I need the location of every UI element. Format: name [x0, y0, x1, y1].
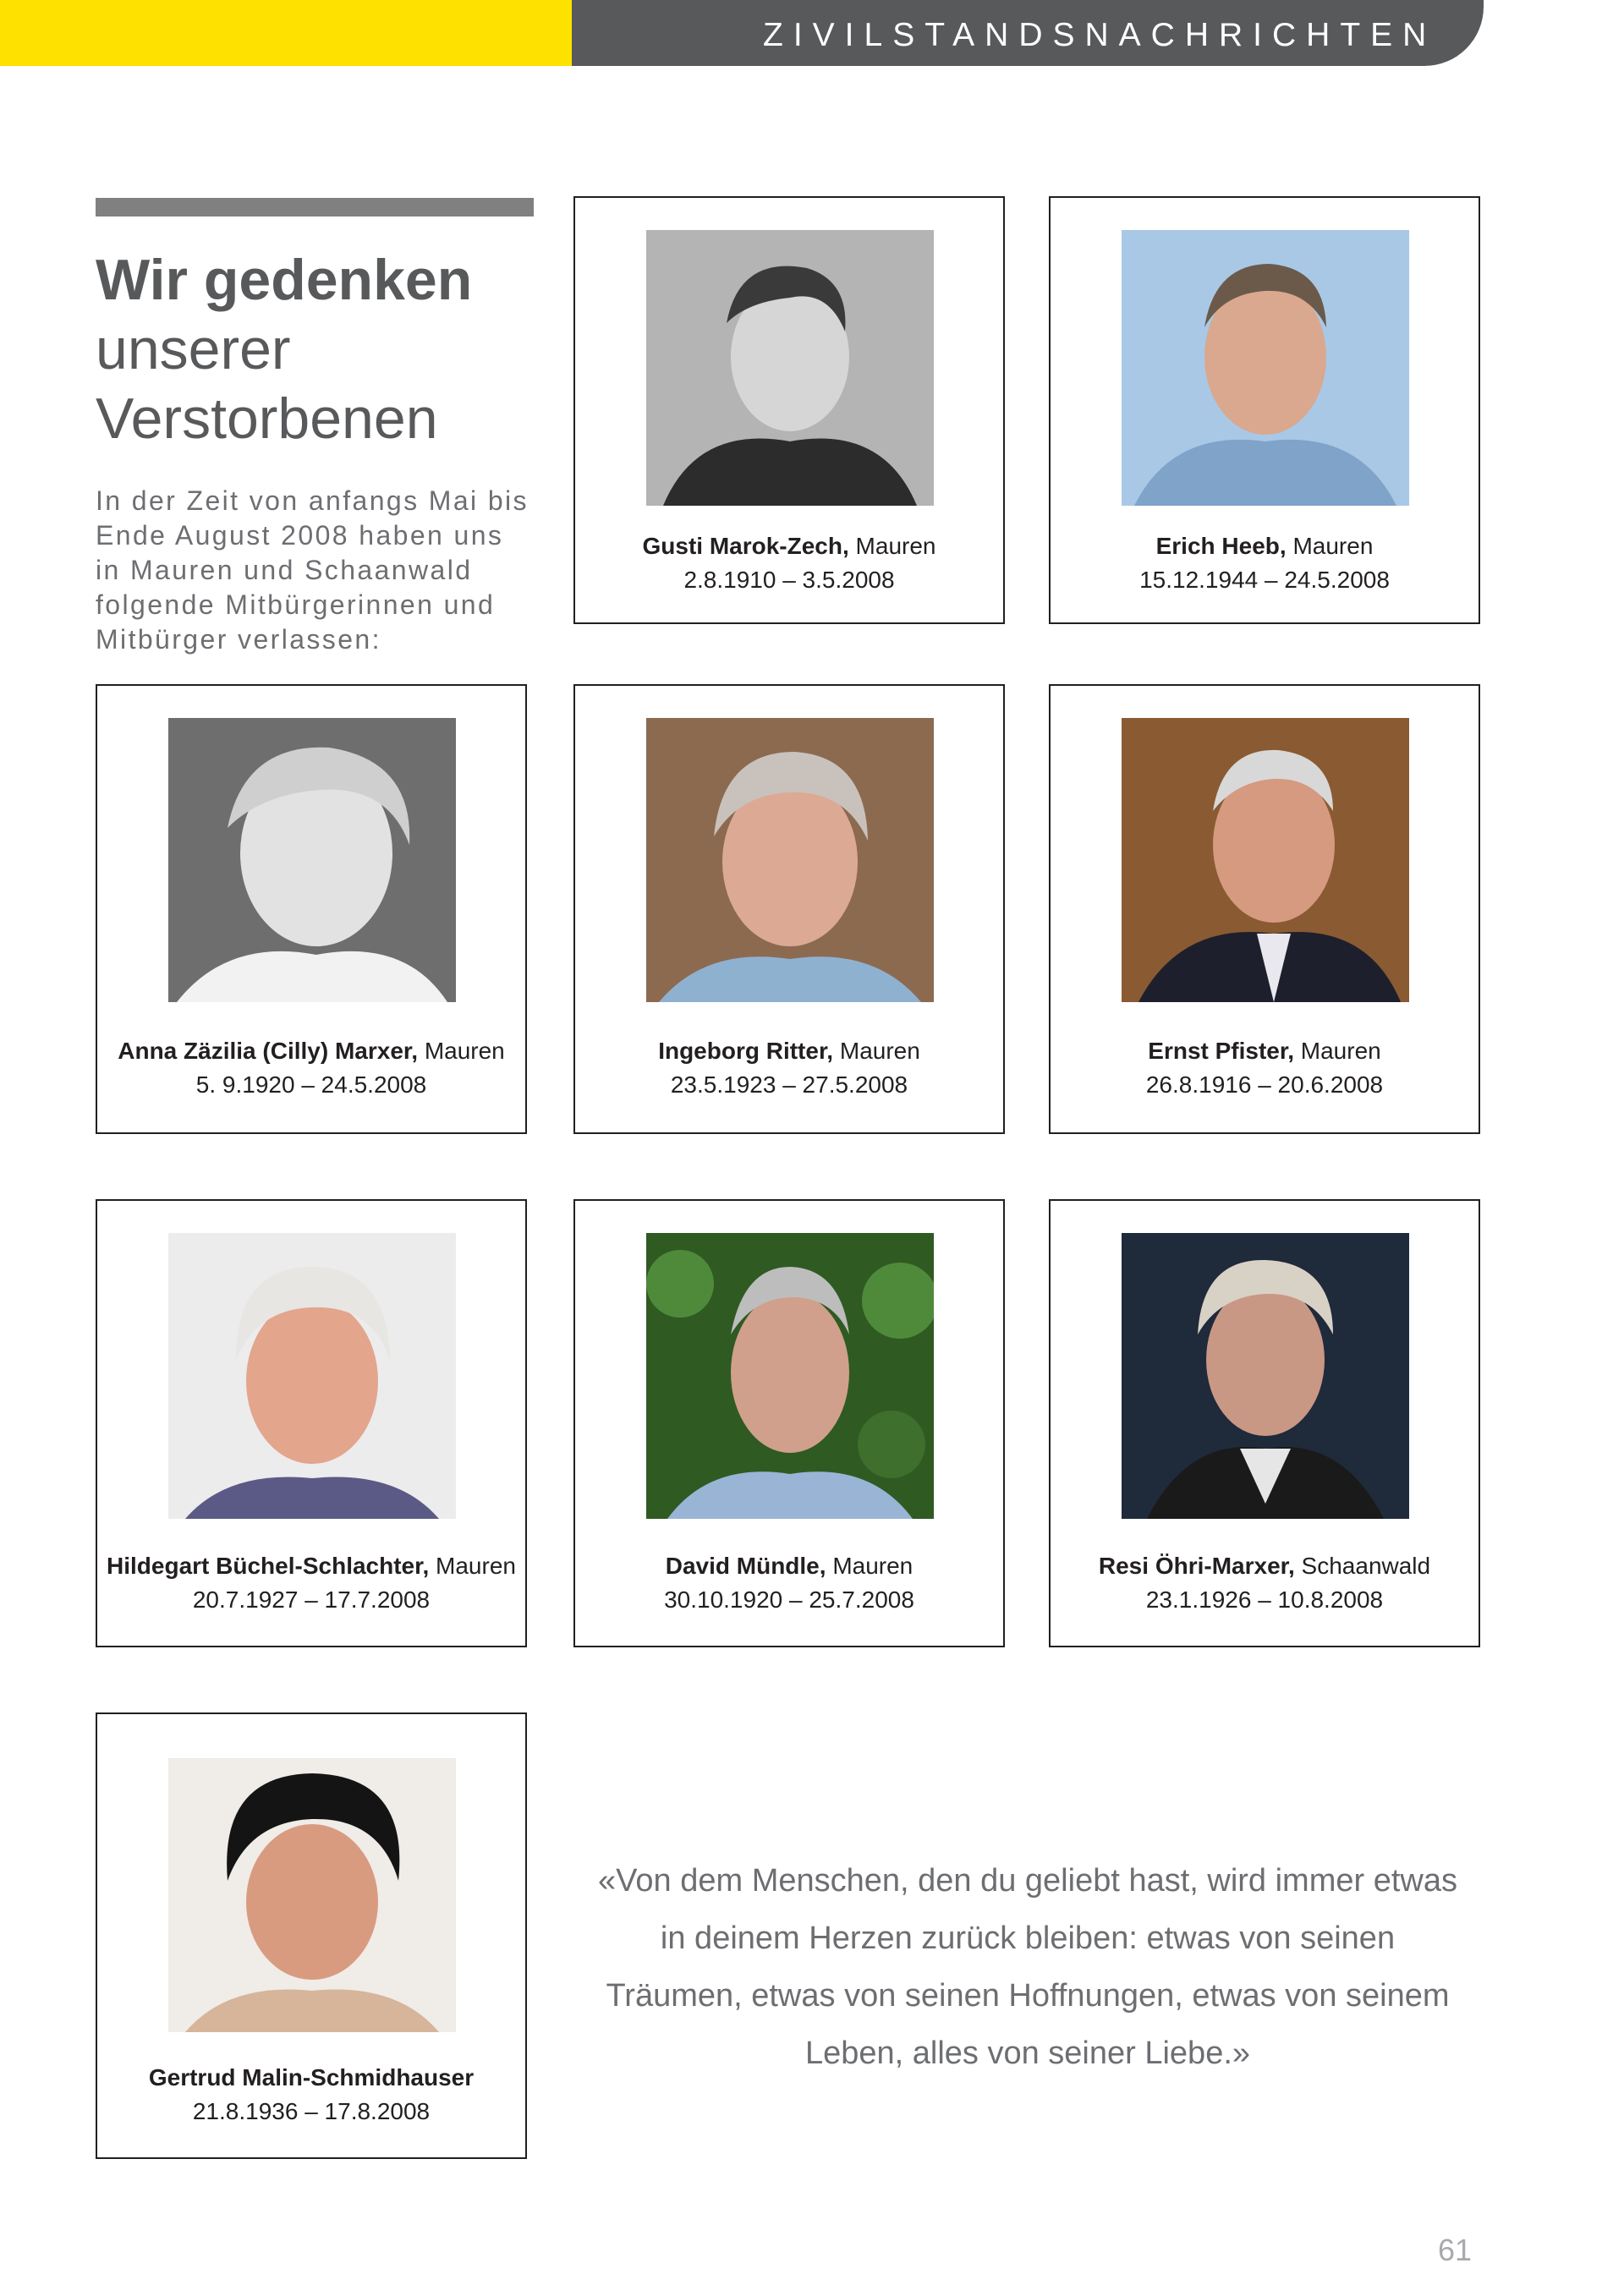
heading-rule: [96, 198, 534, 216]
person-dates: 23.5.1923 – 27.5.2008: [670, 1071, 908, 1098]
obituary-caption: [1051, 529, 1479, 597]
person-name: Gertrud Malin-Schmidhauser: [148, 2064, 475, 2091]
obituary-caption: [97, 1549, 525, 1617]
person-dates: 20.7.1927 – 17.7.2008: [192, 1586, 431, 1613]
portrait-photo: [1122, 230, 1409, 506]
obituary-card: [1049, 1199, 1480, 1647]
person-dates: 23.1.1926 – 10.8.2008: [1145, 1586, 1384, 1613]
portrait-photo: [646, 230, 934, 506]
person-dates: 2.8.1910 – 3.5.2008: [683, 567, 895, 593]
person-place: Mauren: [832, 1553, 914, 1579]
yellow-accent-bar: [0, 0, 572, 66]
person-place: Mauren: [855, 533, 936, 559]
portrait-photo: [168, 1233, 456, 1519]
person-place: Mauren: [839, 1038, 920, 1064]
page-title: [96, 245, 569, 453]
section-header-tab: [572, 0, 1484, 66]
obituary-caption: [97, 2061, 525, 2129]
person-dates: 15.12.1944 – 24.5.2008: [1139, 567, 1390, 593]
obituary-caption: [1051, 1034, 1479, 1102]
person-name: Erich Heeb,: [1155, 533, 1287, 559]
title-line-3: Verstorbenen: [96, 386, 438, 451]
person-name: Gusti Marok-Zech,: [642, 533, 849, 559]
obituary-card: [96, 1199, 527, 1647]
person-dates: 5. 9.1920 – 24.5.2008: [195, 1071, 427, 1098]
person-place: Mauren: [424, 1038, 505, 1064]
obituary-card: [573, 196, 1005, 624]
person-dates: 30.10.1920 – 25.7.2008: [664, 1586, 914, 1613]
intro-text: In der Zeit von anfangs Mai bis Ende August 2008 haben uns in Mauren und Schaanwald folgende Mitbürgerinnen und Mitbürger verlassen:: [96, 485, 529, 655]
person-place: Mauren: [1292, 533, 1374, 559]
person-dates: 21.8.1936 – 17.8.2008: [192, 2098, 431, 2124]
person-name: Anna Zäzilia (Cilly) Marxer,: [118, 1038, 419, 1064]
person-name: Ernst Pfister,: [1148, 1038, 1294, 1064]
portrait-photo: [646, 1233, 934, 1519]
obituary-caption: [97, 1034, 525, 1102]
person-name: Resi Öhri-Marxer,: [1098, 1553, 1295, 1579]
person-place: Schaanwald: [1301, 1553, 1431, 1579]
obituary-caption: [1051, 1549, 1479, 1617]
obituary-caption: [575, 1549, 1003, 1617]
title-line-bold: Wir gedenken: [96, 248, 473, 312]
portrait-photo: [646, 718, 934, 1002]
obituary-card: [573, 1199, 1005, 1647]
person-place: Mauren: [1300, 1038, 1381, 1064]
obituary-card: [96, 1712, 527, 2159]
person-name: David Mündle,: [665, 1553, 826, 1579]
obituary-card: [96, 684, 527, 1134]
obituary-caption: [575, 1034, 1003, 1102]
portrait-photo: [168, 1758, 456, 2032]
obituary-card: [1049, 684, 1480, 1134]
portrait-photo: [168, 718, 456, 1002]
portrait-photo: [1122, 1233, 1409, 1519]
section-title: ZIVILSTANDSNACHRICHTEN: [763, 17, 1437, 53]
person-name: Ingeborg Ritter,: [658, 1038, 834, 1064]
person-dates: 26.8.1916 – 20.6.2008: [1145, 1071, 1384, 1098]
person-place: Mauren: [436, 1553, 516, 1579]
page-number: 61: [1438, 2233, 1473, 2267]
obituary-caption: [575, 529, 1003, 597]
obituary-card: [1049, 196, 1480, 624]
portrait-photo: [1122, 718, 1409, 1002]
obituary-card: [573, 684, 1005, 1134]
person-name: Hildegart Büchel-Schlachter,: [107, 1553, 430, 1579]
memorial-quote: «Von dem Menschen, den du geliebt hast, wird immer etwas in deinem Herzen zurück bleiben: etwas von seinen Träumen, etwas von seinen Hoffnungen, etwas von seinem Leben, alles von seiner Liebe.»: [598, 1863, 1457, 2071]
title-line-2: unserer: [96, 317, 291, 381]
